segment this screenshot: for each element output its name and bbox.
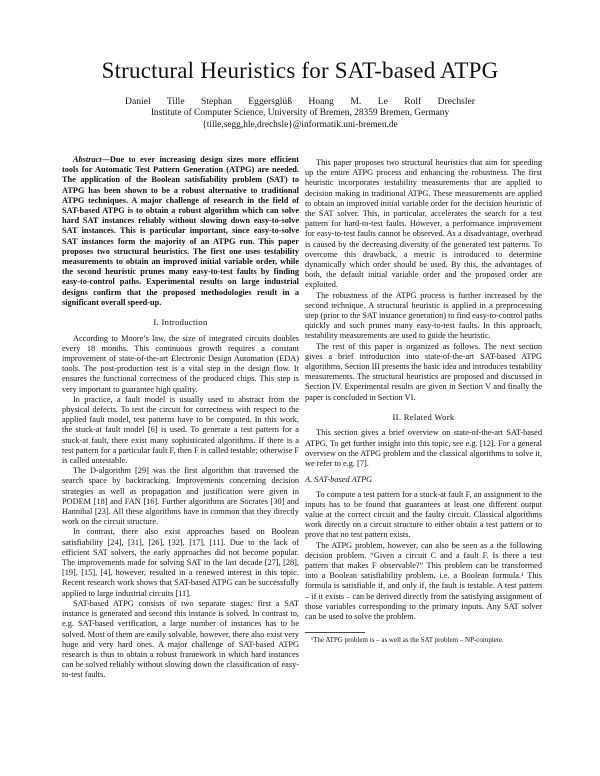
paper-title: Structural Heuristics for SAT-based ATPG — [101, 58, 499, 83]
paragraph: The ATPG problem, however, can also be seen as a the following decision problem. “Given a circuit C and a fault F. Is there a test pattern that makes F observable?” This problem can be transformed into a Boolean satisfiability problem, i.e. a Boolean formula.¹ This formula is satisfiable if, and only if, the fault is testable. A test pattern – if it exists – can be derived directly from the satisfying assignment of those variables corresponding to the primary inputs. Any SAT solver can be used to solve the problem. — [305, 540, 542, 622]
author-list: Daniel Tille Stephan Eggersglüß Hoang M. Le Rolf Drechsler — [125, 96, 475, 107]
paragraph: This section gives a brief overview on state-of-the-art SAT-based ATPG. To get further insight into this topic, see e.g. [12]. For a general overview on the ATPG problem and the classical algorithms to solve it, we refer to e.g. [7]. — [305, 428, 542, 469]
footnote-rule — [305, 632, 365, 633]
paragraph: According to Moore’s law, the size of integrated circuits doubles every 18 months. This continuous growth requires a constant improvement of state-of-the-art Electronic Design Automation (EDA) tools. The post-production test is a vital step in the design flow. It ensures the functional correctness of the produced chips. This step is very important to guarantee high quality. — [62, 333, 299, 394]
paragraph: In practice, a fault model is usually used to abstract from the physical defects. To test the circuit for correctness with respect to the applied fault model, test patterns have to be computed. In this work, the stuck-at fault model [6] is used. To generate a test pattern for a stuck-at fault, there exist many sophisticated algorithms. If there is a test pattern for a particular fault F, then F is called testable; otherwise F is called untestable. — [62, 394, 299, 466]
author-emails[interactable]: {tille,segg,hle,drechsle}@informatik.uni-bremen.de — [202, 120, 398, 130]
paragraph: This paper proposes two structural heuristics that aim for speeding up the entire ATPG process and enhancing the robustness. The first heuristic incorporates testability measurements that are applied to decision making in traditional ATPG. These measurements are applied to obtain an improved initial variable order for the decision heuristic of the SAT solver. This, in particular, accelerates the search for a test pattern for hard-to-test faults. However, a performance improvement for easy-to-test faults cannot be observed. As a disadvantage, overhead is caused by the decreasing diversity of the generated test patterns. To overcome this drawback, a metric is introduced to determine dynamically which order should be used. By this, the advantages of both, the default initial variable order and the proposed order are exploited. — [305, 158, 542, 290]
paragraph: The D-algorithm [29] was the first algorithm that traversed the search space by backtracking. Improvements concerning decision strategies as well as propagation and justification were given in PODEM [18] and FAN [16]. Further algorithms are Socrates [30] and Hannibal [23]. All these algorithms have in common that they directly work on the circuit structure. — [62, 466, 299, 527]
section-heading-related-work: II. Related Work — [392, 411, 455, 422]
paragraph: In contrast, there also exist approaches based on Boolean satisfiability [24], [31], [26], [32], [17], [11]. Due to the lack of efficient SAT solvers, the early approaches did not become popular. The improvements made for solving SAT in the last decade [27], [28], [19], [15], [4], however, resulted in a renewed interest in this topic. Recent research work shows that SAT-based ATPG can be successfully applied to large industrial circuits [11]. — [62, 527, 299, 598]
subsection-heading-sat-atpg: A. SAT-based ATPG — [305, 475, 373, 485]
paragraph: To compute a test pattern for a stuck-at fault F, an assignment to the inputs has to be found that guarantees at least one different output value at the correct circuit and the faulty circuit. Classical algorithms work directly on a circuit structure to either obtain a test pattern or to prove that no test pattern exists. — [305, 489, 542, 540]
abstract-label: Abstract— — [73, 155, 110, 164]
abstract-text: Due to ever increasing design sizes more efficient tools for Automatic Test Pattern Generation (ATPG) are needed. The application of the Boolean satisfiability problem (SAT) to ATPG has been shown to be a robust alternative to traditional ATPG techniques. A major challenge of research in the field of SAT-based ATPG is to obtain a robust algorithm which can solve hard SAT instances reliably without slowing down easy-to-solve SAT instances. This is particular important, since easy-to-solve SAT instances form the majority of an ATPG run. This paper proposes two structural heuristics. The first one uses testability measurements to obtain an improved initial variable order, while the second heuristic prunes many easy-to-test faults by finding easy-to-control paths. Experimental results on large industrial designs confirm that the proposed methodologies result in a significant overall speed-up. — [62, 155, 299, 307]
left-column — [62, 155, 299, 681]
right-column — [305, 158, 542, 645]
section-heading-introduction: I. Introduction — [153, 317, 208, 328]
footnote: ¹The ATPG problem is – as well as the SAT problem – NP-complete. — [311, 636, 504, 645]
abstract — [62, 155, 299, 308]
affiliation: Institute of Computer Science, University of Bremen, 28359 Bremen, Germany — [150, 108, 450, 118]
paragraph: SAT-based ATPG consists of two separate stages: first a SAT instance is generated and second this instance is solved. In contrast to, e.g. SAT-based verification, a large number of instances has to be solved. Most of them are easily solvable, however, there also exist very huge and very hard ones. A major challenge of SAT-based ATPG research is thus to obtain a robust framework in which hard instances can be solved reliably without slowing down the classification of easy-to-test faults. — [62, 598, 299, 680]
paragraph: The robustness of the ATPG process is further increased by the second technique. A structural heuristic is applied in a preprocessing step (prior to the SAT instance generation) to find easy-to-control paths quickly and such prunes many easy-to-test faults. In this approach, testability measurements are used to guide the heuristic. — [305, 290, 542, 341]
paragraph: The rest of this paper is organized as follows. The next section gives a brief introduction into state-of-the-art SAT-based ATPG algorithms. Section III presents the basic idea and introduces testability measurements. The structural heuristics are proposed and discussed in Section IV. Experimental results are given in Section V and finally the paper is concluded in Section VI. — [305, 341, 542, 402]
